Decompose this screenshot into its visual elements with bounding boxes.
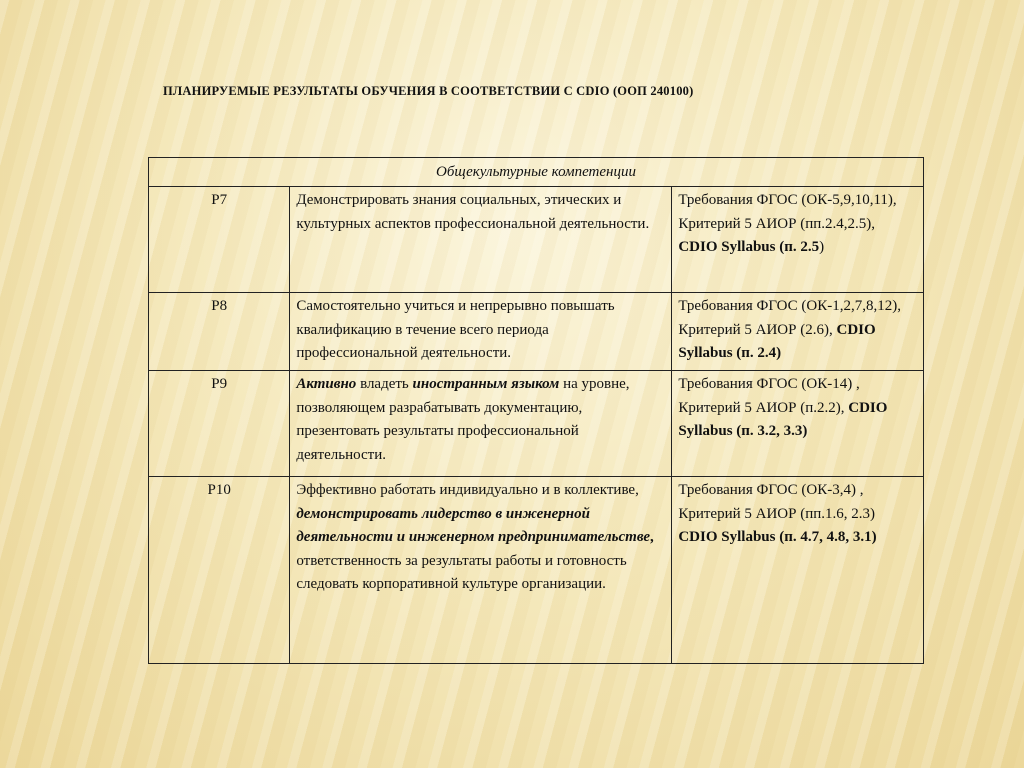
text-run: Требования ФГОС (ОК-14) , Критерий 5 АИОР (п.2.2), bbox=[678, 376, 860, 416]
text-run: Требования ФГОС (ОК-3,4) , Критерий 5 АИОР (пп.1.6, 2.3) bbox=[678, 482, 876, 522]
text-run: ) bbox=[819, 239, 825, 255]
text-run: Требования ФГОС (ОК-5,9,10,11), Критерий 5 АИОР (пп.2.4,2.5), bbox=[678, 192, 897, 232]
emphasis-text: демонстрировать лидерство в инженерной деятельности и инженерном предпринимательстве bbox=[296, 505, 651, 545]
text-run: Демонстрировать знания социальных, этических и культурных аспектов профессиональной деятельности. bbox=[296, 192, 650, 232]
result-requirements bbox=[672, 293, 924, 371]
result-requirements bbox=[672, 371, 924, 477]
text-run: Самостоятельно учиться и непрерывно повышать квалификацию в течение всего периода профессиональной деятельности. bbox=[296, 298, 615, 361]
result-description bbox=[290, 371, 672, 477]
table-header: Общекультурные компетенции bbox=[149, 158, 924, 187]
text-run: , bbox=[650, 529, 654, 545]
emphasis-text: иностранным языком bbox=[412, 376, 560, 392]
text-run: Эффективно работать индивидуально и в коллективе, bbox=[296, 482, 639, 498]
result-code: Р8 bbox=[149, 293, 290, 371]
cdio-reference: CDIO Syllabus (п. 3.2, 3.3) bbox=[678, 399, 888, 439]
page-title: ПЛАНИРУЕМЫЕ РЕЗУЛЬТАТЫ ОБУЧЕНИЯ В СООТВЕТСТВИИ С CDIO (ООП 240100) bbox=[163, 84, 694, 98]
competencies-table bbox=[148, 157, 924, 664]
emphasis-text: Активно bbox=[296, 376, 357, 392]
result-requirements bbox=[672, 187, 924, 293]
table-header-row bbox=[149, 158, 924, 187]
result-description bbox=[290, 293, 672, 371]
text-run: на уровне, позволяющем разрабатывать документацию, презентовать результаты профессиональной деятельности. bbox=[296, 376, 630, 463]
result-requirements bbox=[672, 477, 924, 664]
text-run: ответственность за результаты работы и готовность следовать корпоративной культуре организации. bbox=[296, 552, 627, 592]
result-description bbox=[290, 187, 672, 293]
table-row bbox=[149, 187, 924, 293]
text-run: владеть bbox=[356, 376, 413, 392]
cdio-reference: CDIO Syllabus (п. 2.5 bbox=[678, 239, 820, 255]
cdio-reference: CDIO Syllabus (п. 4.7, 4.8, 3.1) bbox=[678, 529, 877, 545]
result-code: Р9 bbox=[149, 371, 290, 477]
table-row bbox=[149, 371, 924, 477]
result-code: Р7 bbox=[149, 187, 290, 293]
table-row bbox=[149, 477, 924, 664]
cdio-reference: CDIO Syllabus (п. 2.4) bbox=[678, 321, 876, 361]
result-code: Р10 bbox=[149, 477, 290, 664]
table-row bbox=[149, 293, 924, 371]
result-description bbox=[290, 477, 672, 664]
text-run: Требования ФГОС (ОК-1,2,7,8,12), Критерий 5 АИОР (2.6), bbox=[678, 298, 901, 338]
